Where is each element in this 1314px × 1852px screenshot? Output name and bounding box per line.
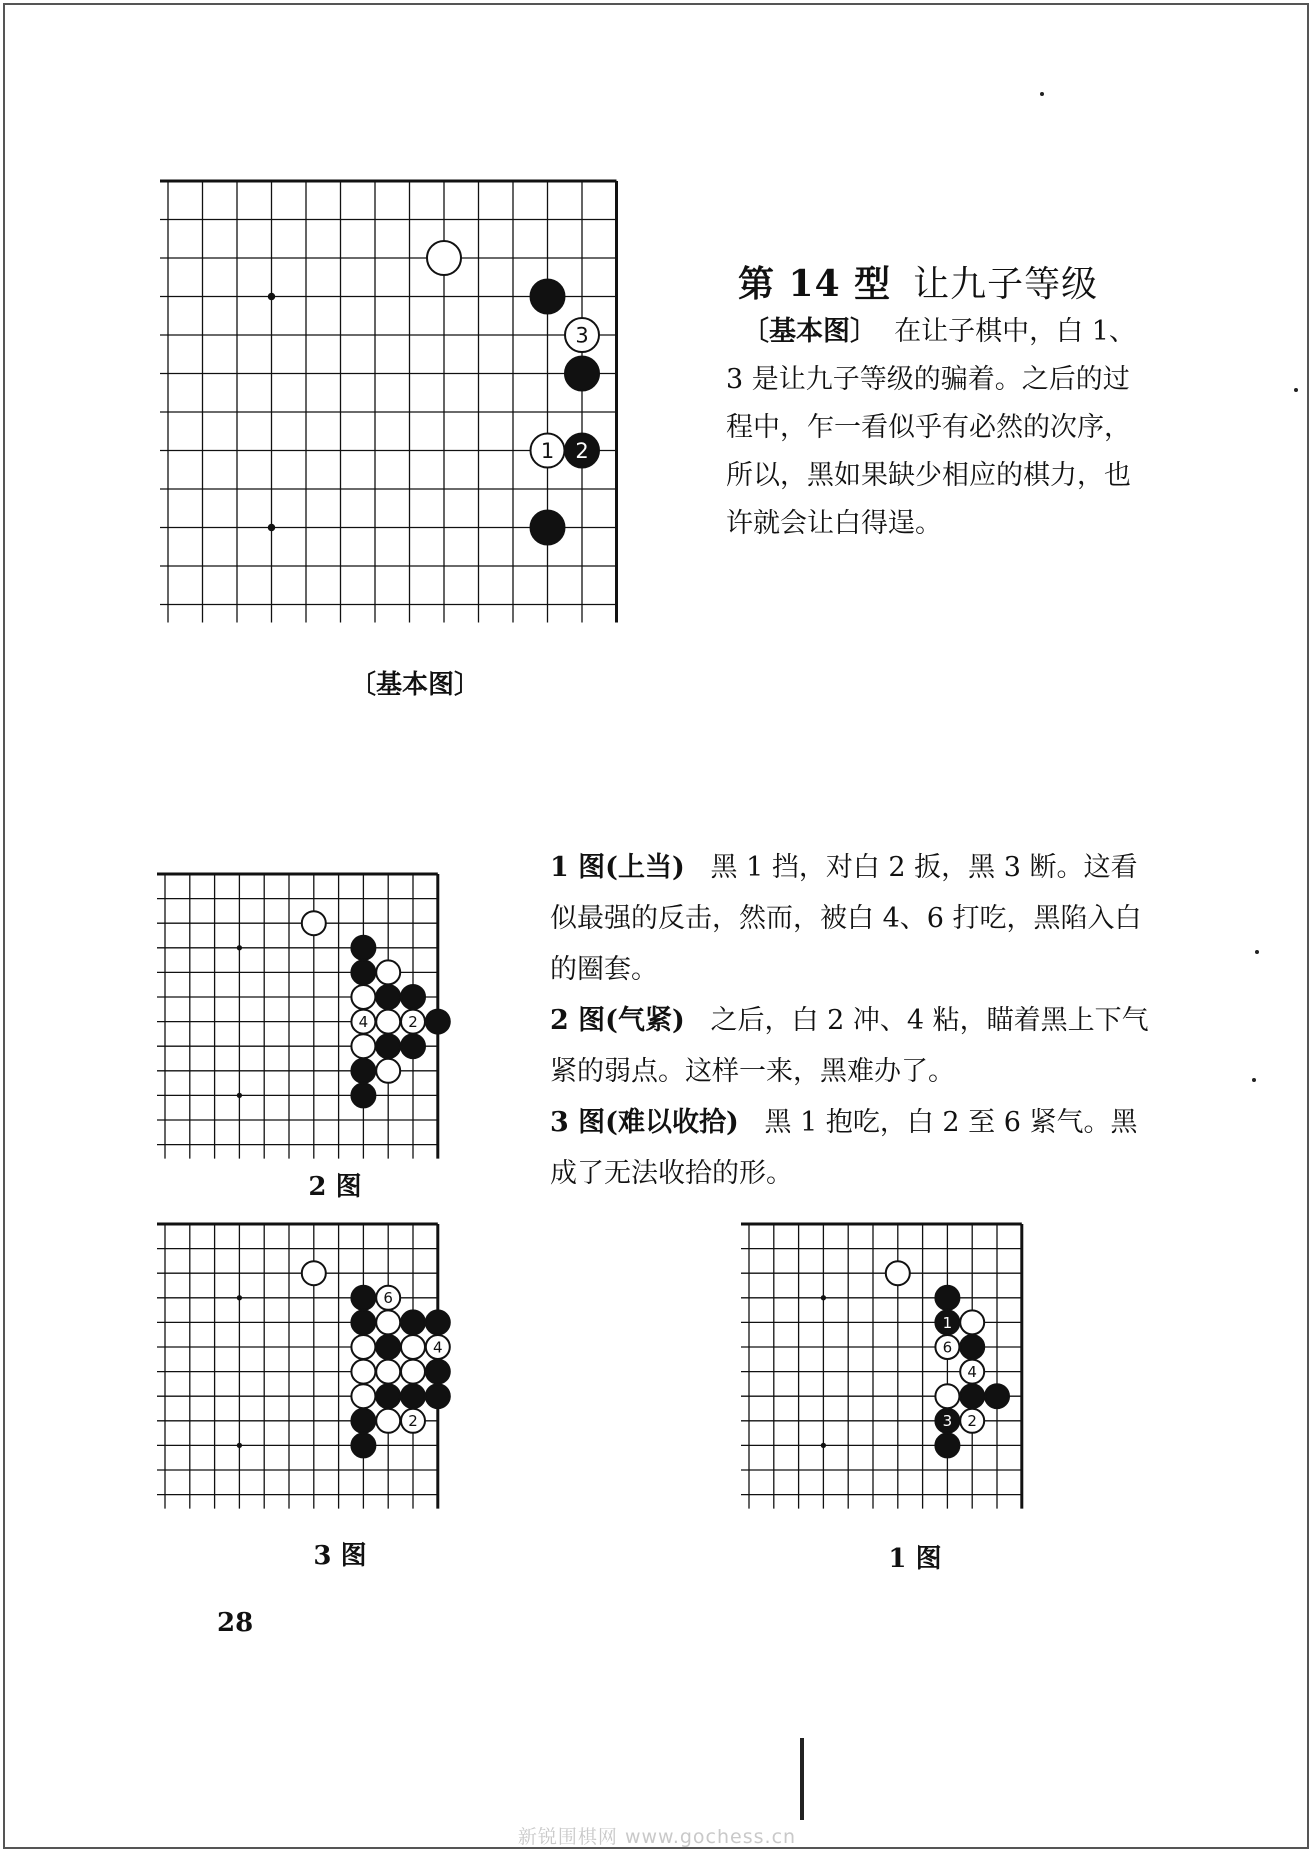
- board-fig2: [157, 866, 517, 1176]
- white-stone: [351, 1384, 375, 1408]
- move-number-label: 2: [408, 1013, 418, 1031]
- black-stone: [935, 1286, 959, 1310]
- move-number-label: 1: [540, 439, 555, 464]
- black-stone: [351, 1433, 375, 1457]
- black-stone: [426, 1310, 450, 1334]
- black-stone: [426, 1010, 450, 1034]
- black-stone: [351, 936, 375, 960]
- intro-label: 〔基本图〕: [742, 316, 877, 347]
- black-stone: [401, 1310, 425, 1334]
- board-fig1: [741, 1216, 1101, 1526]
- star-point: [821, 1443, 826, 1448]
- move-number-label: 4: [358, 1013, 369, 1031]
- caption-fig2: 2 图: [308, 1172, 362, 1202]
- star-point: [237, 1443, 242, 1448]
- board-basic: [160, 175, 680, 655]
- white-stone: [376, 1310, 400, 1334]
- star-point: [237, 1295, 242, 1300]
- white-stone: [302, 1261, 326, 1285]
- move-number-label: 2: [408, 1412, 418, 1431]
- page-number: 28: [217, 1608, 254, 1638]
- star-point: [821, 1295, 826, 1300]
- scan-speck: [1294, 388, 1298, 392]
- black-stone: [351, 1059, 375, 1083]
- black-stone: [351, 1083, 375, 1107]
- black-stone: [531, 511, 565, 545]
- white-stone: [401, 1360, 425, 1384]
- board-fig3: [157, 1216, 517, 1526]
- intro-text: 在让子棋中，白 1、3 是让九子等级的骗着。之后的过程中，乍一看似乎有必然的次序，所以，黑如果缺少相应的棋力，也许就会让白得逞。: [726, 316, 1136, 539]
- explanation-fig2: 2 图(气紧) 之后，白 2 冲、4 粘，瞄着黑上下气紧的弱点。这样一来，黑难办了。: [550, 1005, 1149, 1087]
- explanations: [550, 842, 1150, 1199]
- intro-paragraph: [726, 308, 1144, 548]
- explanation-fig1: 1 图(上当) 黑 1 挡，对白 2 扳，黑 3 断。这看似最强的反击，然而，被白 4、6 打吃，黑陷入白的圈套。: [550, 852, 1142, 985]
- black-stone: [401, 1384, 425, 1408]
- black-stone: [985, 1384, 1009, 1408]
- caption-fig1: 1 图: [888, 1544, 942, 1574]
- star-point: [268, 293, 275, 300]
- black-stone: [351, 1286, 375, 1310]
- white-stone: [376, 1059, 400, 1083]
- white-stone: [351, 1335, 375, 1359]
- white-stone: [351, 985, 375, 1009]
- caption-basic: 〔基本图〕: [349, 670, 480, 700]
- black-stone: [351, 1310, 375, 1334]
- scan-speck: [1040, 92, 1044, 96]
- scan-speck: [1252, 1078, 1256, 1082]
- scan-speck: [1255, 950, 1259, 954]
- move-number-label: 2: [575, 439, 589, 464]
- move-number-label: 6: [383, 1289, 393, 1308]
- explanation-fig3: 3 图(难以收拾) 黑 1 抱吃，白 2 至 6 紧气。黑成了无法收拾的形。: [550, 1107, 1138, 1189]
- white-stone: [935, 1384, 959, 1408]
- black-stone: [426, 1384, 450, 1408]
- white-stone: [376, 1409, 400, 1433]
- move-number-label: 4: [967, 1363, 977, 1381]
- star-point: [268, 524, 275, 531]
- black-stone: [376, 1335, 400, 1359]
- black-stone: [351, 960, 375, 984]
- move-number-label: 3: [575, 323, 589, 348]
- white-stone: [376, 1360, 400, 1384]
- white-stone: [401, 1335, 425, 1359]
- title-number: 第 14 型: [738, 263, 892, 305]
- white-stone: [960, 1310, 984, 1334]
- caption-fig3: 3 图: [313, 1541, 367, 1571]
- white-stone: [376, 1010, 400, 1034]
- pattern-title: [738, 256, 1098, 307]
- white-stone: [351, 1360, 375, 1384]
- black-stone: [351, 1409, 375, 1433]
- black-stone: [376, 1384, 400, 1408]
- move-number-label: 1: [942, 1313, 953, 1332]
- black-stone: [376, 1034, 400, 1058]
- black-stone: [376, 985, 400, 1009]
- move-number-label: 6: [942, 1338, 953, 1357]
- black-stone: [565, 357, 599, 391]
- black-stone: [401, 1034, 425, 1058]
- star-point: [237, 1093, 242, 1098]
- white-stone: [302, 911, 326, 935]
- white-stone: [427, 241, 461, 275]
- move-number-label: 3: [942, 1412, 953, 1431]
- white-stone: [351, 1034, 375, 1058]
- black-stone: [426, 1360, 450, 1384]
- move-number-label: 4: [433, 1338, 443, 1357]
- black-stone: [960, 1384, 984, 1408]
- title-text: 让九子等级: [913, 264, 1099, 305]
- white-stone: [886, 1261, 910, 1285]
- black-stone: [401, 985, 425, 1009]
- black-stone: [531, 280, 565, 314]
- footer-watermark: 新锐围棋网 www.gochess.cn: [517, 1826, 797, 1848]
- star-point: [237, 945, 242, 950]
- binding-line: [800, 1738, 804, 1820]
- black-stone: [935, 1433, 959, 1457]
- move-number-label: 2: [967, 1412, 977, 1431]
- black-stone: [960, 1335, 984, 1359]
- white-stone: [376, 960, 400, 984]
